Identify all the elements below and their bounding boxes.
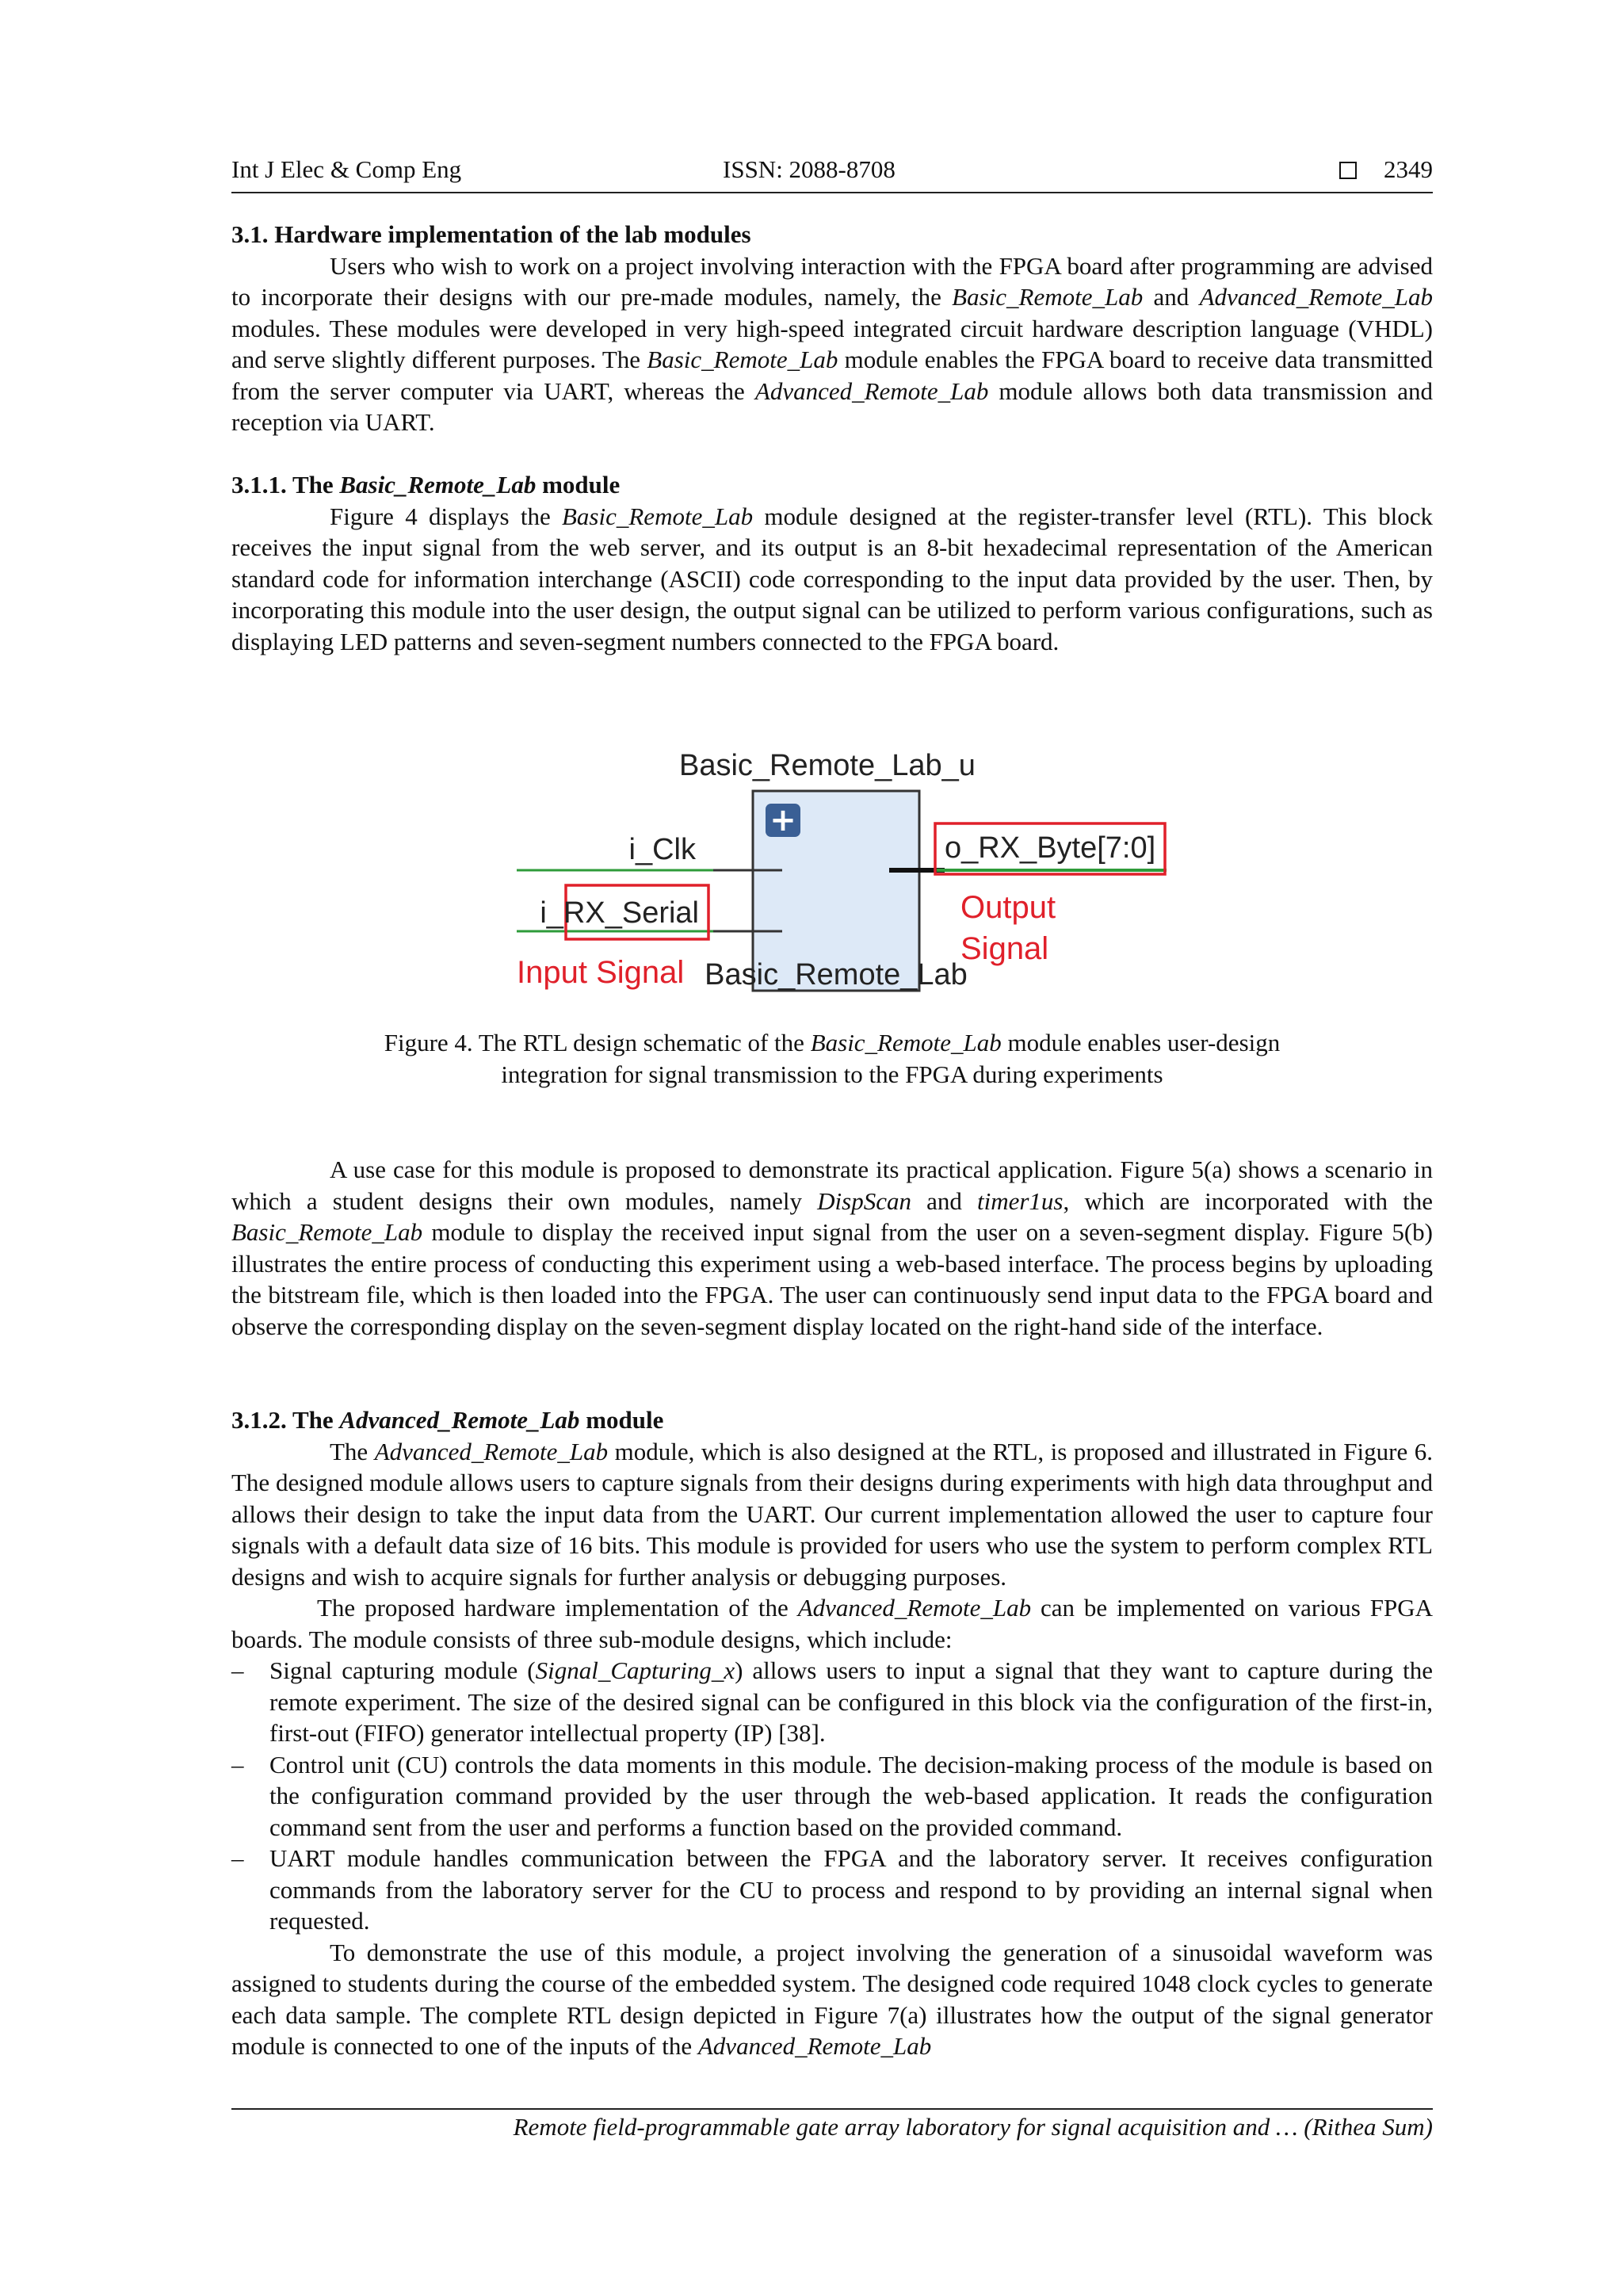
plus-glyph: +: [769, 802, 796, 839]
output-signal-label-1: Output: [960, 890, 1056, 925]
paragraph: To demonstrate the use of this module, a project involving the generation of a sinusoidal waveform was assigned to students during the course of the embedded system. The designed code required 1048 clock cycles to generate each data sample. The complete RTL design depicted in Figure 7(a) illustrates how the output of the signal generator module is connected to one of the inputs of the Advanced_Remote_Lab: [231, 1938, 1433, 2060]
rtl-schematic-svg: [517, 737, 1198, 1007]
journal-name: Int J Elec & Comp Eng: [231, 155, 462, 183]
running-title: Remote field-programmable gate array laboratory for signal acquisition and … (Rithea Sum): [513, 2113, 1433, 2141]
paragraph: The Advanced_Remote_Lab module, which is also designed at the RTL, is proposed and illustrated in Figure 6. The designed module allows users to capture signals from their designs during experiments with high data throughput and allows their design to take the input data from the UART. Our current implementation allowed the user to capture four signals with a default data size of 16 bits. This module is provided for users who use the system to perform complex RTL designs and wish to acquire signals for further analysis or debugging purposes.: [231, 1437, 1433, 1591]
bullet-dash: –: [231, 1844, 244, 1872]
instance-name: Basic_Remote_Lab_u: [679, 749, 976, 782]
paragraph: Users who wish to work on a project involving interaction with the FPGA board after programming are advised to incorporate their designs with our pre-made modules, namely, the Basic_Remote_Lab and Advanced_Remote_Lab modules. These modules were developed in very high-speed integrated circuit hardware description language (VHDL) and serve slightly different purposes. The Basic_Remote_Lab module enables the FPGA board to receive data transmitted from the server computer via UART, whereas the Advanced_Remote_Lab module allows both data transmission and reception via UART.: [231, 251, 1434, 436]
subsection-heading: 3.1.2. The Advanced_Remote_Lab module: [231, 1406, 664, 1434]
list-item: – Control unit (CU) controls the data moments in this module. The decision-making process of the module is based on the configuration command provided by the user through the web-based application. It reads the configuration command sent from the user and performs a function based on the provided command.: [231, 1750, 1433, 1841]
output-signal-label-2: Signal: [960, 931, 1049, 966]
section-3-1-1-continued: [231, 1154, 1433, 1342]
page-number-group: [1339, 155, 1433, 184]
figure-4-schematic: [517, 737, 1198, 1007]
input-signal-label: Input Signal: [517, 955, 685, 990]
paragraph: A use case for this module is proposed to demonstrate its practical application. Figure 5(a) shows a scenario in which a student designs their own modules, namely DispScan and timer1us, which are incorporated with the Basic_Remote_Lab module to display the received input signal from the user on a seven-segment display. Figure 5(b) illustrates the entire process of conducting this experiment using a web-based interface. The process begins by uploading the bitstream file, which is then loaded into the FPGA. The user can continuously send input data to the FPGA board and observe the corresponding display on the seven-segment display located on the right-hand side of the interface.: [231, 1156, 1433, 1340]
footer-rule: [231, 2108, 1433, 2110]
figure-4-caption: Figure 4. The RTL design schematic of the Basic_Remote_Lab module enables user-design integration for signal transmission to the FPGA during experiments: [384, 1029, 1281, 1088]
bullet-dash: –: [231, 1656, 244, 1684]
subsection-heading: 3.1.1. The Basic_Remote_Lab module: [231, 471, 621, 499]
port-clk-label: i_Clk: [628, 833, 696, 866]
port-rx-label: i_RX_Serial: [540, 896, 699, 930]
section-3-1: [231, 219, 1433, 438]
list-item: – UART module handles communication between the FPGA and the laboratory server. It receives configuration commands from the laboratory server for the CU to process and respond to by providing an internal signal when requested.: [231, 1844, 1433, 1935]
checkbox-square-icon: [1339, 162, 1357, 179]
section-3-1-2: [231, 1404, 1433, 2062]
page-number: 2349: [1384, 155, 1433, 183]
page-header: [231, 155, 1433, 193]
issn: ISSN: 2088-8708: [723, 155, 896, 183]
bullet-dash: –: [231, 1750, 244, 1778]
paragraph: Figure 4 displays the Basic_Remote_Lab module designed at the register-transfer level (RTL). This block receives the input signal from the web server, and its output is an 8-bit hexadecimal representation of the American standard code for information interchange (ASCII) code corresponding to the input data provided by the user. Then, by incorporating this module into the user design, the output signal can be utilized to perform various configurations, such as displaying LED patterns and seven-segment numbers connected to the FPGA board.: [231, 502, 1434, 655]
section-3-1-1: [231, 469, 1433, 657]
submodule-list: [231, 1655, 1433, 1937]
port-out-label: o_RX_Byte[7:0]: [945, 831, 1156, 865]
module-name: Basic_Remote_Lab: [705, 958, 968, 991]
list-item: – Signal capturing module (Signal_Capturing_x) allows users to input a signal that they want to capture during the remote experiment. The size of the desired signal can be configured in this block via the configuration of the first-in, first-out (FIFO) generator intellectual property (IP) [38].: [231, 1656, 1433, 1747]
paragraph: The proposed hardware implementation of the Advanced_Remote_Lab can be implemented on various FPGA boards. The module consists of three sub-module designs, which include:: [231, 1594, 1434, 1653]
section-heading: 3.1. Hardware implementation of the lab modules: [231, 220, 751, 248]
